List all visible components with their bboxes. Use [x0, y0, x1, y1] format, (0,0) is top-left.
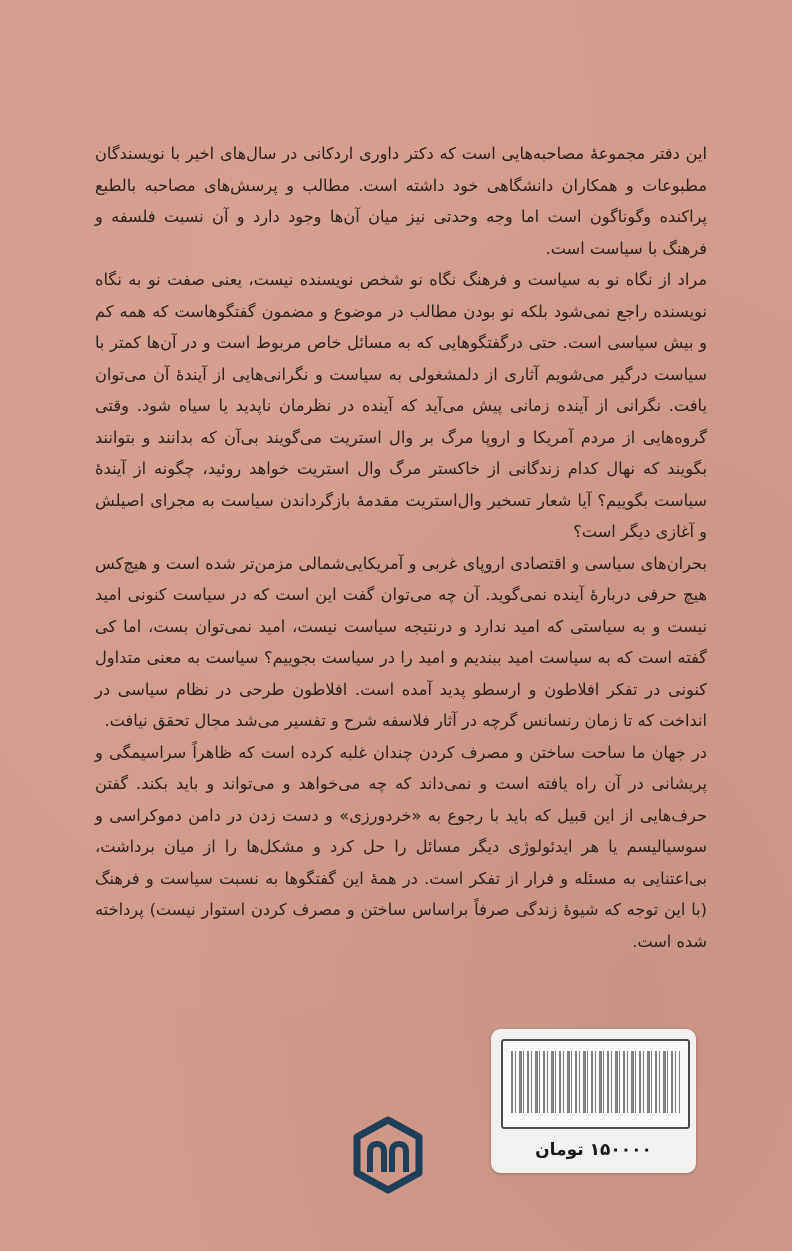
publisher-logo-icon [353, 1116, 423, 1194]
blurb-paragraph-3: بحران‌های سیاسی و اقتصادی اروپای غربی و آمریکایی‌شمالی مزمن‌تر شده است و هیچ‌کس هیچ حرفی دربارهٔ آینده نمی‌گوید. آن چه می‌توان گفت این است که در سیاست کنونی امید نیست و به سیاستی که امید ندارد و درنتیجه سیاست نیست، امید نمی‌توان بست، اما کی گفته است که به سیاست امید ببندیم و امید را در سیاست بجوییم؟ سیاست به معنی متداول کنونی در تفکر افلاطون و ارسطو پدید آمده است. افلاطون طرحی در نظام سیاسی در انداخت که تا زمان رنسانس گرچه در آثار فلاسفه شرح و تفسیر می‌شد مجال تحقق نیافت. [95, 553, 707, 730]
blurb-paragraph-1: این دفتر مجموعهٔ مصاحبه‌هایی است که دکتر داوری اردکانی در سال‌های اخیر با نویسندگان مطبوعات و همکاران دانشگاهی خود داشته است. مطالب و پرسش‌های مصاحبه بالطبع پراکنده وگوناگون است اما وجه وحدتی نیز میان آن‌ها وجود دارد و آن نسبت فلسفه و فرهنگ با سیاست است. [95, 144, 707, 258]
barcode [501, 1039, 690, 1129]
blurb-text [95, 138, 707, 957]
barcode-digits [511, 1115, 680, 1125]
blurb-paragraph-2: مراد از نگاه نو به سیاست و فرهنگ نگاه نو شخص نویسنده نیست، یعنی صفت نو به نگاه نویسنده راجع نمی‌شود بلکه نو بودن مطالب در موضوع و مضمون گفتگوهاست که همه کم و بیش سیاسی است. حتی درگفتگوهایی که به مسائل خاص مربوط است و در آن‌ها کمتر با سیاست درگیر می‌شویم آثاری از دلمشغولی به سیاست و نگرانی‌هایی از آیندهٔ آن می‌توان یافت. نگرانی از آینده زمانی پیش می‌آید که آینده در نظرمان ناپدید یا سیاه شود. وقتی گروه‌هایی از مردم آمریکا و اروپا مرگ بر وال استریت می‌گویند بی‌آن که بدانند و بتوانند بگویند که نهال کدام زندگانی از خاکستر مرگ وال استریت خواهد روئید، چگونه از آیندهٔ سیاست بگوییم؟ آیا شعار تسخیر وال‌استریت مقدمهٔ بازگرداندن سیاست به مجرای اصیلش و آغازی دیگر است؟ [95, 270, 707, 541]
price-sticker [491, 1029, 696, 1173]
price-label: ۱۵۰۰۰۰ تومان [535, 1140, 652, 1160]
barcode-lines [511, 1051, 680, 1113]
blurb-paragraph-4: در جهان ما ساحت ساختن و مصرف کردن چندان غلبه کرده است که ظاهراً سراسیمگی و پریشانی در آن راه یافته است و نمی‌داند که چه می‌خواهد و می‌تواند و باید بکند. گفتن حرف‌هایی از این قبیل که باید با رجوع به «خردورزی» و دست زدن در دامن دموکراسی و سوسیالیسم یا هر ایدئولوژی دیگر مسائل را حل کرد و مشکل‌ها را از میان برداشت، بی‌اعتنایی به مسئله و فرار از تفکر است. در همهٔ این گفتگوها به نسبت سیاست و فرهنگ (با این توجه که شیوهٔ زندگی صرفاً براساس ساختن و مصرف کردن استوار نیست) پرداخته شده است. [95, 742, 707, 951]
